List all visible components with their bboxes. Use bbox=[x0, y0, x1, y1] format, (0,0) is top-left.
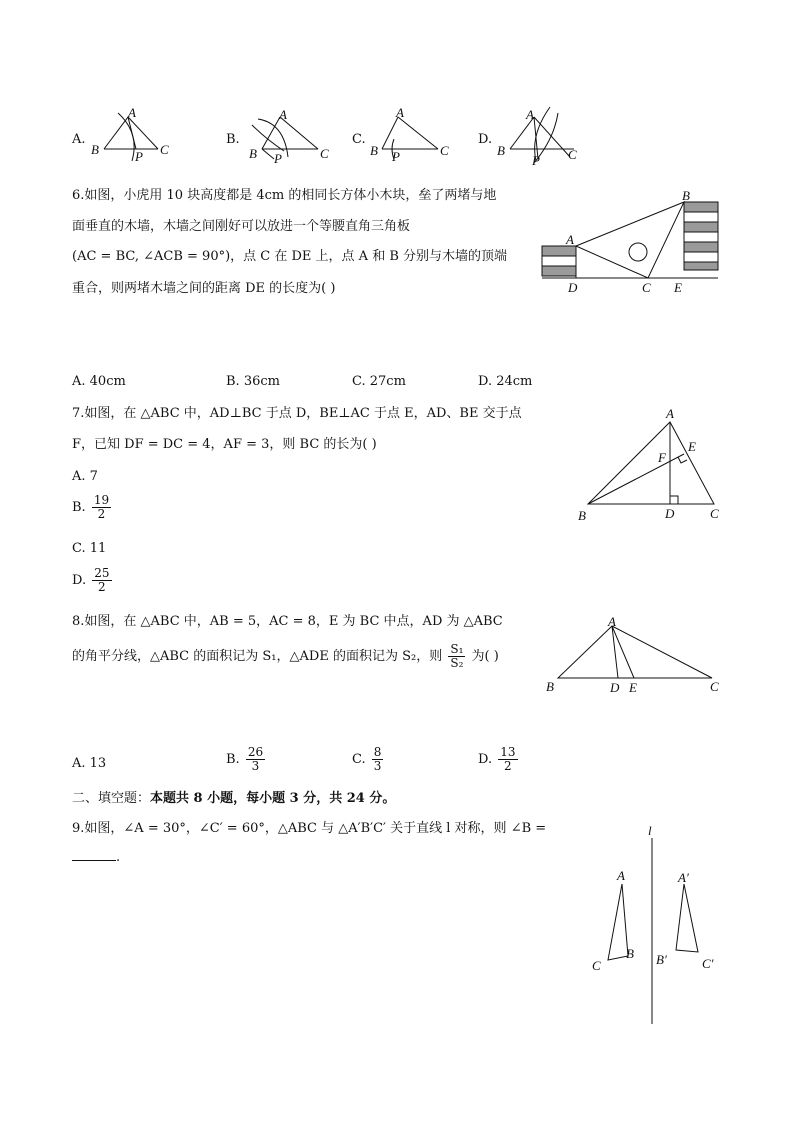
q8-line-2-text: 的角平分线，△ABC 的面积记为 S₁，△ADE 的面积记为 S₂，则 bbox=[72, 649, 443, 664]
q7-figure bbox=[572, 404, 732, 528]
q5b-point-b: B bbox=[249, 146, 257, 161]
q8-ratio-den: S₂ bbox=[450, 656, 464, 670]
q5c-point-b: B bbox=[370, 143, 378, 158]
q9-line-l: l bbox=[648, 823, 652, 838]
q8-point-a: A bbox=[608, 614, 616, 629]
q8-point-c: C bbox=[710, 679, 719, 694]
q8-option-c-num: 8 bbox=[373, 745, 382, 759]
q8-option-d[interactable] bbox=[478, 746, 520, 773]
q6-point-e: E bbox=[674, 280, 682, 295]
q5a-point-p: P bbox=[135, 149, 143, 164]
section-2-title: 二、填空题： bbox=[72, 791, 151, 806]
q5-option-b-label[interactable]: B. bbox=[226, 132, 240, 147]
q5b-point-p: P bbox=[274, 151, 282, 166]
q7-option-d[interactable] bbox=[72, 567, 114, 594]
q5-option-a-label[interactable]: A. bbox=[72, 132, 86, 147]
q5c-point-a: A bbox=[396, 105, 404, 120]
q7-point-e: E bbox=[688, 439, 696, 454]
q8-point-b: B bbox=[546, 679, 554, 694]
q5a-point-b: B bbox=[91, 142, 99, 157]
q6-line-3: (AC = BC, ∠ACB = 90°)，点 C 在 DE 上，点 A 和 B 分别与木墙的顶端 bbox=[72, 249, 508, 264]
q7-point-a: A bbox=[666, 406, 674, 421]
q8-line-2 bbox=[72, 643, 499, 670]
q9-point-a: A bbox=[617, 868, 625, 883]
q5-option-d-figure bbox=[494, 105, 594, 168]
q8-point-d: D bbox=[610, 680, 620, 695]
q9-point-a-prime: A′ bbox=[678, 870, 689, 885]
q6-line-1: 6.如图，小虎用 10 块高度都是 4cm 的相同长方体小木块，垒了两堵与地 bbox=[72, 188, 497, 203]
q7-option-d-den: 2 bbox=[98, 580, 106, 594]
q6-point-a: A bbox=[566, 232, 574, 247]
q6-line-2: 面垂直的木墙，木墙之间刚好可以放进一个等腰直角三角板 bbox=[72, 219, 411, 234]
q5-option-a-figure bbox=[88, 105, 188, 165]
q5d-point-p: P bbox=[532, 153, 540, 168]
q7-line-1: 7.如图，在 △ABC 中，AD⊥BC 于点 D，BE⊥AC 于点 E，AD、BE 交于点 bbox=[72, 406, 522, 421]
q8-option-d-den: 2 bbox=[504, 759, 512, 773]
q8-point-e: E bbox=[629, 680, 637, 695]
q5-option-c-label[interactable]: C. bbox=[352, 132, 366, 147]
section-2-heading bbox=[72, 790, 395, 808]
q6-option-a[interactable]: A. 40cm bbox=[72, 374, 126, 389]
q7-option-b-num: 19 bbox=[93, 493, 110, 507]
q8-ratio-num: S₁ bbox=[450, 642, 464, 656]
q7-option-c[interactable]: C. 11 bbox=[72, 541, 107, 556]
q5-option-b-figure bbox=[244, 105, 344, 165]
q5-option-d-label[interactable]: D. bbox=[478, 132, 493, 147]
q5c-point-p: P bbox=[392, 149, 400, 164]
q8-option-c-den: 3 bbox=[373, 759, 382, 773]
q8-option-c-label: C. bbox=[352, 752, 366, 767]
q9-figure bbox=[580, 818, 750, 1028]
section-2-instructions: 本题共 8 小题，每小题 3 分，共 24 分。 bbox=[150, 791, 396, 806]
q5b-point-c: C bbox=[320, 146, 329, 161]
q7-point-f: F bbox=[658, 450, 666, 465]
q8-figure bbox=[540, 612, 730, 698]
q8-option-a[interactable]: A. 13 bbox=[72, 756, 107, 771]
q8-option-c[interactable] bbox=[352, 746, 385, 773]
q6-point-b: B bbox=[682, 188, 690, 203]
q5-option-c-figure bbox=[368, 105, 468, 165]
q8-option-d-label: D. bbox=[478, 752, 493, 767]
q9-answer-line bbox=[72, 848, 120, 865]
q9-answer-blank[interactable] bbox=[72, 848, 116, 861]
q5d-point-a: A bbox=[526, 107, 534, 122]
q9-end-dot: . bbox=[116, 850, 121, 865]
q6-figure bbox=[532, 186, 732, 298]
q7-line-2: F，已知 DF = DC = 4，AF = 3，则 BC 的长为( ) bbox=[72, 437, 377, 452]
q8-line-1: 8.如图，在 △ABC 中，AB = 5，AC = 8，E 为 BC 中点，AD 为 △ABC bbox=[72, 614, 503, 629]
q7-point-c: C bbox=[710, 506, 719, 521]
q7-option-b-label: B. bbox=[72, 500, 86, 515]
q9-point-b: B bbox=[626, 946, 634, 961]
q6-option-d[interactable]: D. 24cm bbox=[478, 374, 533, 389]
q6-line-4: 重合，则两堵木墙之间的距离 DE 的长度为( ) bbox=[72, 281, 336, 296]
q6-option-b[interactable]: B. 36cm bbox=[226, 374, 280, 389]
q5d-point-b: B bbox=[497, 143, 505, 158]
q7-point-b: B bbox=[578, 508, 586, 523]
q8-line-2-end: 为( ) bbox=[471, 649, 499, 664]
q6-option-c[interactable]: C. 27cm bbox=[352, 374, 406, 389]
q8-option-b-num: 26 bbox=[247, 745, 264, 759]
q9-point-c-prime: C′ bbox=[702, 956, 714, 971]
q7-option-a[interactable]: A. 7 bbox=[72, 469, 98, 484]
q7-option-d-num: 25 bbox=[94, 566, 110, 580]
q7-point-d: D bbox=[665, 506, 675, 521]
q8-option-d-num: 13 bbox=[500, 745, 516, 759]
q9-line-1: 9.如图，∠A = 30°，∠C′ = 60°，△ABC 与 △A′B′C′ 关于直线 l 对称，则 ∠B = bbox=[72, 821, 547, 836]
q8-option-b-label: B. bbox=[226, 752, 240, 767]
q7-option-d-label: D. bbox=[72, 573, 87, 588]
q6-point-d: D bbox=[568, 280, 578, 295]
q8-option-b[interactable] bbox=[226, 746, 267, 773]
q5a-point-a: A bbox=[128, 105, 136, 120]
q7-option-b[interactable] bbox=[72, 494, 113, 521]
q9-point-b-prime: B′ bbox=[656, 952, 667, 967]
q5b-point-a: A bbox=[279, 107, 287, 122]
q6-point-c: C bbox=[642, 280, 651, 295]
q9-point-c: C bbox=[592, 958, 601, 973]
q5a-point-c: C bbox=[160, 142, 169, 157]
q5d-point-c: C bbox=[568, 147, 577, 162]
q7-option-b-den: 2 bbox=[97, 507, 106, 521]
q5c-point-c: C bbox=[440, 143, 449, 158]
q8-option-b-den: 3 bbox=[251, 759, 260, 773]
